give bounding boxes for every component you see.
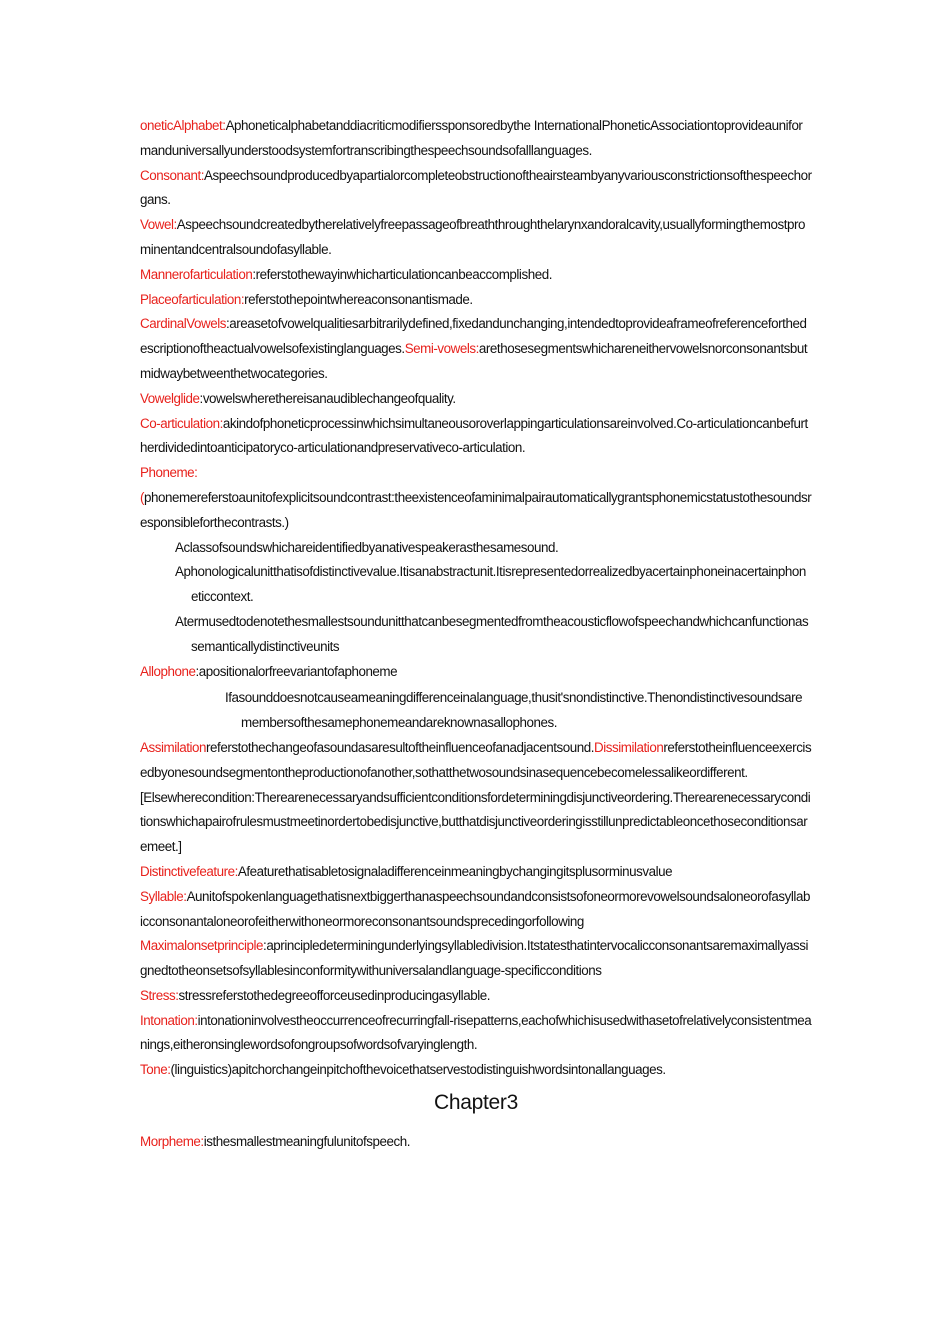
entry-vowel (140, 213, 812, 263)
term-definition: :referstothewayinwhicharticulationcanbeaccomplished. (252, 266, 552, 282)
term-label: Maximalonsetprinciple (140, 938, 264, 954)
term-definition: aprincipledeterminingunderlyingsyllabledivision.Itstatesthatintervocalicconsonantsaremaximallyassignedtotheonsetsofsyllablesinconformitywithuniversalandlanguage-specificconditions (140, 938, 808, 979)
term-definition: Aspeechsoundcreatedbytherelativelyfreepassageofbreaththroughthelarynxandoralcavity,usuallyformingthemostprominentandcentralsoundofasyllable. (140, 217, 805, 257)
term-label: Distinctivefeature (140, 863, 235, 879)
entry-cardinal-vowels (140, 312, 812, 386)
term-definition: referstothepointwhereaconsonantismade. (244, 291, 473, 307)
term-label: Mannerofarticulation (140, 266, 253, 282)
chapter-heading: Chapter3 (434, 1091, 518, 1115)
paren-open: ( (140, 489, 145, 505)
phoneme-point: Aclassofsoundswhichareidentifiedbyanativespeakerasthesamesound. (175, 539, 559, 555)
term-definition: Afeaturethatisabletosignaladifferenceinmeaningbychangingitsplusorminusvalue (237, 863, 673, 879)
entry-vowel-glide (140, 387, 812, 412)
entry-allophone (140, 660, 812, 685)
term-label: Phoneme: (140, 465, 198, 481)
entry-tone (140, 1058, 812, 1083)
entry-syllable (140, 885, 812, 935)
entry-intonation (140, 1009, 812, 1059)
term-label: Syllable (140, 888, 184, 904)
term-definition: phonemereferstoaunitofexplicitsoundcontrast:theexistenceofaminimalpairautomaticallygrantsphonemicstatustothesoundsresponsibleforthecontrasts.) (140, 489, 812, 530)
term-definition: Aspeechsoundproducedbyapartialorcompleteobstructionoftheairsteambyanyvariousconstrictionsofthespeechorgans. (140, 167, 812, 208)
term-colon: : (234, 863, 238, 879)
term-colon: : (219, 415, 223, 431)
term-label: Consonant: (140, 167, 204, 183)
entry-stress (140, 984, 812, 1009)
entry-place-of-articulation (140, 288, 812, 313)
term-definition: intonationinvolvestheoccurrenceofrecurringfall-risepatterns,eachofwhichisusedwithasetofrelativelyconsistentmeanings,eitheronsinglewordsofongroupsofwordsofvaryinglength. (140, 1012, 812, 1053)
term-label: CardinalVowels (140, 316, 226, 332)
term-definition: referstotheinfluenceexercisedbyonesoundsegmentontheproductionofanother,sothatthetwosoundsinasequencebecomelessalikeordifferent. (140, 739, 812, 780)
term-definition: arethosesegmentswhichareneithervowelsnorconsonantsbutmidwaybetweenthetwocategories. (140, 341, 808, 381)
entry-phonetic-alphabet (140, 114, 812, 164)
phoneme-point: Aphonologicalunitthatisofdistinctivevalue.Itisanabstractunit.Itisrepresentedorrealizedbyacertainphoneinacertainphoneticcontext. (175, 564, 806, 605)
term-colon: : (263, 938, 267, 954)
entry-maximal-onset-principle (140, 934, 812, 984)
term-colon: : (183, 888, 187, 904)
phoneme-point: Atermusedtodenotethesmallestsoundunitthatcanbesegmentedfromtheacousticflowofspeechandwhichcanfunctionassemanticallydistinctiveunits (175, 613, 809, 654)
term-definition: :areasetofvowelqualitiesarbitrarilydefined,fixedandunchanging,intendedtoprovideaframeofreferenceforthedescriptionoftheactualvowelsofexistinglanguages. (140, 316, 807, 357)
term-label: Vowelglide (140, 390, 200, 406)
entry-consonant (140, 164, 812, 214)
term-definition: (linguistics)apitchorchangeinpitchofthevoicethatservestodistinguishwordsintonallanguages. (170, 1062, 666, 1078)
term-definition: :apositionalorfreevariantofaphoneme (195, 663, 398, 679)
elsewhere-condition: [Elsewherecondition:Therearenecessaryandsufficientconditionsfordeterminingdisjunctiveordering.Therearenecessaryconditionswhichapairofrulesmustmeetinordertobedisjunctive,butthatdisjunctiveorderingisstillunpredictableoncethoseconditionsaremeet.] (140, 789, 811, 855)
allophone-note: Ifasounddoesnotcauseameaningdifferenceinalanguage,thusit'snondistinctive.Thenondistinctivesoundsaremembersofthesamephonemeandareknownasallophones. (225, 690, 803, 731)
term-definition: Aunitofspokenlanguagethatisnextbiggerthanaspeechsoundandconsistsofoneormorevowelsoundsaloneorofasyllabicconsonantaloneorofeitherwithoneormoreconsonantsoundsprecedingorfollowing (140, 888, 810, 929)
term-label: Placeofarticulation: (140, 291, 245, 307)
term-label-semi-vowels: Semi-vowels: (404, 341, 479, 357)
term-definition: vowelswherethereisanaudiblechangeofquality. (202, 390, 456, 406)
term-label: Co-articulation (140, 415, 220, 431)
term-label: Vowel: (140, 217, 177, 233)
entry-phoneme (140, 461, 812, 535)
entry-distinctive-feature (140, 860, 812, 885)
term-definition: akindofphoneticprocessinwhichsimultaneousoroverlappingarticulationsareinvolved.Co-articulationcanbefurtherdividedintoanticipatoryco-articulationandpreservativeco-articulation. (140, 415, 808, 456)
term-label: Assimilation (140, 739, 207, 755)
term-label: Allophone (140, 663, 196, 679)
term-label: oneticAlphabet: (140, 118, 226, 133)
term-definition: isthesmallestmeaningfulunitofspeech. (203, 1134, 411, 1150)
document-page (140, 114, 812, 1155)
term-label: Intonation: (140, 1012, 198, 1028)
term-label: Tone: (140, 1062, 171, 1078)
term-definition: Aphoneticalphabetanddiacriticmodifierssponsoredbythe InternationalPhoneticAssociationtoprovideauniformanduniversallyunderstoodsystemfortranscribingthespeechsoundsofalllanguages. (140, 118, 803, 158)
entry-assimilation (140, 736, 812, 786)
term-label: Stress: (140, 987, 179, 1003)
term-label: Morpheme: (140, 1134, 204, 1150)
term-definition: stressreferstothedegreeofforceusedinproducingasyllable. (178, 987, 490, 1003)
term-label-dissimilation: Dissimilation (594, 739, 664, 755)
entry-manner-of-articulation (140, 263, 812, 288)
entry-co-articulation (140, 412, 812, 462)
entry-morpheme (140, 1130, 812, 1155)
term-colon: : (199, 390, 203, 406)
term-definition: referstothechangeofasoundasaresultoftheinfluenceofanadjacentsound. (206, 739, 595, 755)
